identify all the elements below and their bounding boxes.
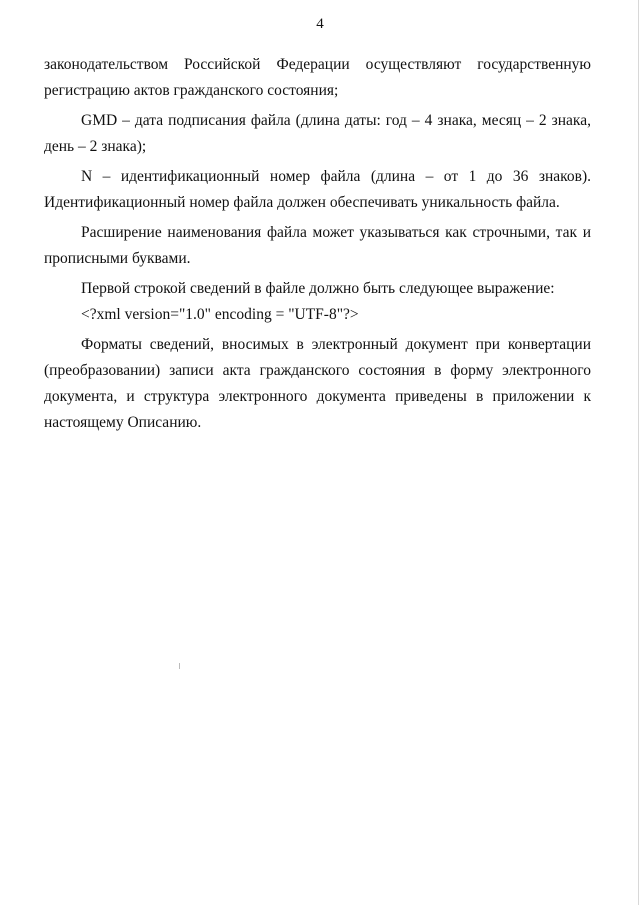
- scan-artifact: [179, 663, 180, 669]
- paragraph-line: документа, и структура электронного документа приведены в приложении к: [44, 388, 591, 405]
- paragraph-line: Первой строкой сведений в файле должно быть следующее выражение:: [81, 280, 555, 297]
- page-edge: [638, 0, 639, 905]
- paragraph-line: законодательством Российской Федерации осуществляют государственную: [44, 56, 591, 73]
- paragraph-line: Форматы сведений, вносимых в электронный документ при конвертации: [81, 336, 591, 353]
- paragraph-line: настоящему Описанию.: [44, 414, 202, 431]
- document-body: [44, 52, 591, 436]
- xml-declaration: <?xml version="1.0" encoding = "UTF-8"?>: [81, 306, 359, 323]
- paragraph-line: прописными буквами.: [44, 250, 191, 267]
- paragraph-line: регистрацию актов гражданского состояния;: [44, 82, 339, 99]
- paragraph-line: день – 2 знака);: [44, 138, 147, 155]
- page-number: 4: [316, 16, 324, 32]
- paragraph-line: N – идентификационный номер файла (длина – от 1 до 36 знаков).: [81, 168, 591, 185]
- paragraph-line: Расширение наименования файла может указываться как строчными, так и: [81, 224, 591, 241]
- paragraph-line: GMD – дата подписания файла (длина даты: год – 4 знака, месяц – 2 знака,: [81, 112, 591, 129]
- paragraph-line: Идентификационный номер файла должен обеспечивать уникальность файла.: [44, 194, 560, 211]
- paragraph-line: (преобразовании) записи акта гражданского состояния в форму электронного: [44, 362, 591, 379]
